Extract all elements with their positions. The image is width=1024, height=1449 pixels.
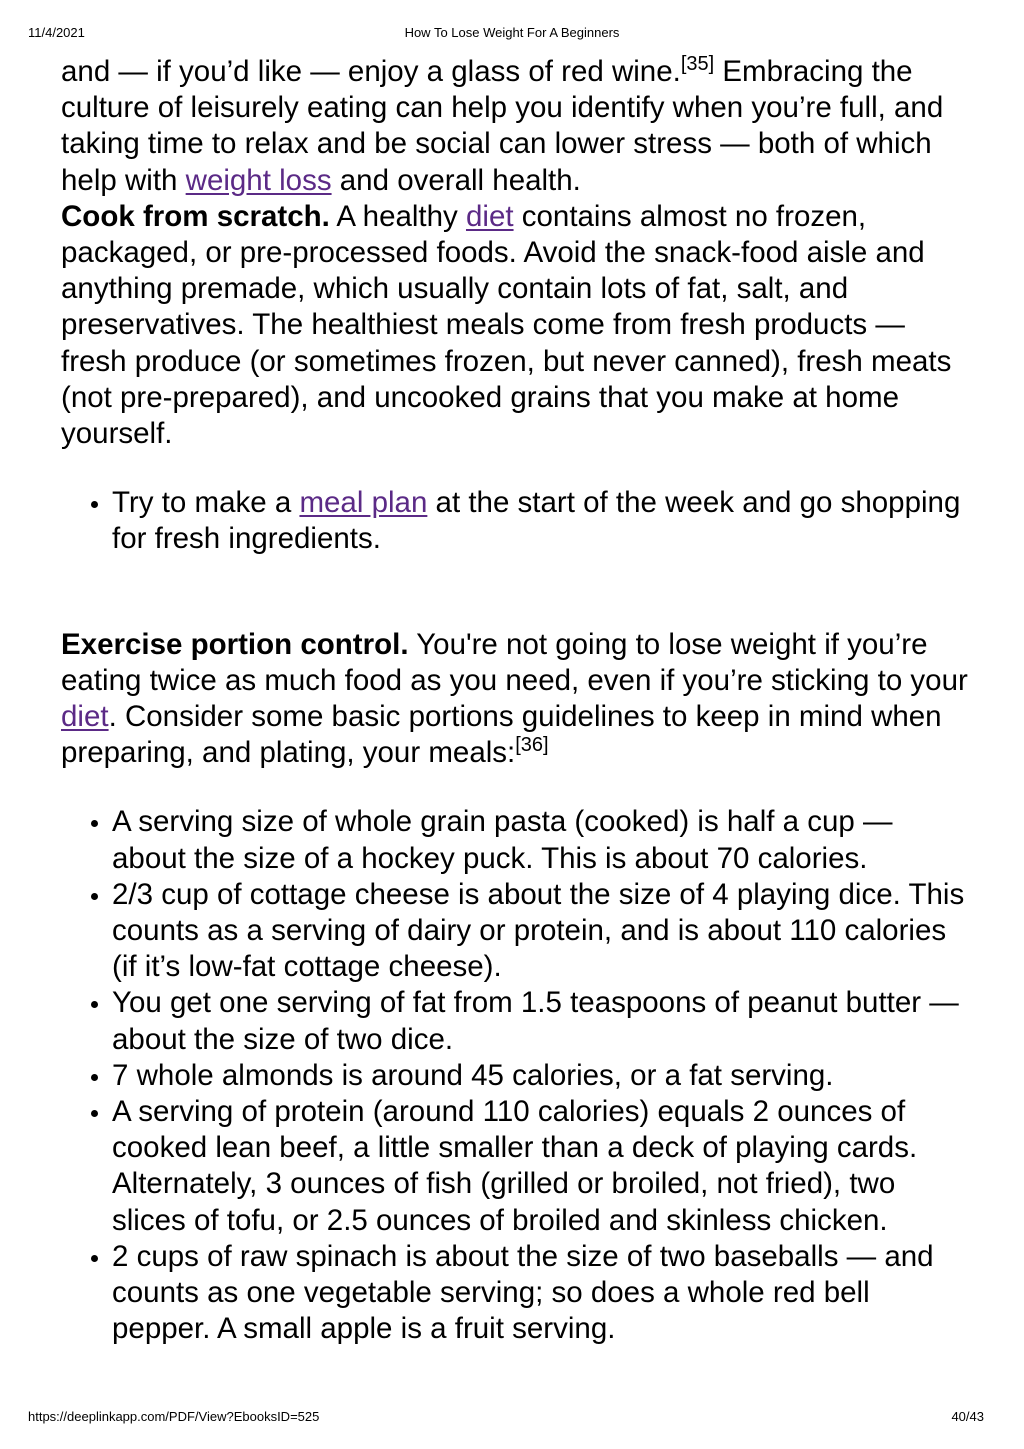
list-item: • 7 whole almonds is around 45 calories, or a fat serving. — [112, 1058, 971, 1094]
meal-plan-list — [61, 485, 971, 557]
print-header — [0, 24, 1024, 42]
heading-portion-control: Exercise portion control. — [61, 627, 409, 661]
source-url: https://deeplinkapp.com/PDF/View?EbooksID=525 — [28, 1409, 320, 1424]
page-number: 40/43 — [951, 1409, 984, 1424]
heading-cook-from-scratch: Cook from scratch. — [61, 199, 330, 233]
list-item: • A serving of protein (around 110 calories) equals 2 ounces of cooked lean beef, a little smaller than a deck of playing cards. Alternately, 3 ounces of fish (grilled or broiled, not fried), two slices of tofu, or 2.5 ounces of broiled and skinless chicken. — [112, 1094, 971, 1239]
paragraph-wine: and — if you’d like — enjoy a glass of red wine.[35] Embracing the culture of leisurely eating can help you identify when you’re full, and taking time to relax and be social can lower stress — both of which help with weight loss and overall health. — [61, 53, 944, 197]
diet-link[interactable]: diet — [465, 199, 514, 233]
diet-link-2[interactable]: diet — [61, 700, 109, 734]
citation-36[interactable]: [36] — [515, 734, 549, 757]
list-item: • A serving size of whole grain pasta (cooked) is half a cup — about the size of a hockey puck. This is about 70 calories. — [112, 804, 971, 876]
list-item: • 2/3 cup of cottage cheese is about the size of 4 playing dice. This counts as a serving of dairy or protein, and is about 110 calories (if it’s low-fat cottage cheese). — [112, 877, 971, 986]
list-item: • Try to make a meal plan at the start of the week and go shopping for fresh ingredients. — [112, 485, 971, 557]
article-body — [61, 54, 971, 1348]
weight-loss-link[interactable]: weight loss — [185, 163, 332, 197]
list-item: • You get one serving of fat from 1.5 teaspoons of peanut butter — about the size of two dice. — [112, 985, 971, 1057]
citation-35[interactable]: [35] — [680, 53, 715, 75]
paragraph-cook-from-scratch: Cook from scratch. A healthy diet contains almost no frozen, packaged, or pre-processed foods. Avoid the snack-food aisle and anything premade, which usually contain lots of fat, salt, and preservatives. The healthiest meals come from fresh products — fresh produce (or sometimes frozen, but never canned), fresh meats (not pre-prepared), and uncooked grains that you make at home yourself. — [61, 199, 952, 451]
meal-plan-link[interactable]: meal plan — [299, 486, 428, 520]
paragraph-portion-control: Exercise portion control. You're not going to lose weight if you’re eating twice as much food as you need, even if you’re sticking to your diet. Consider some basic portions guidelines to keep in mind when preparing, and plating, your meals:[36] — [61, 627, 968, 770]
print-date: 11/4/2021 — [28, 25, 85, 40]
list-item: • 2 cups of raw spinach is about the size of two baseballs — and counts as one vegetable serving; so does a whole red bell pepper. A small apple is a fruit serving. — [112, 1239, 971, 1348]
portion-list — [61, 804, 971, 1347]
print-footer — [0, 1408, 1024, 1426]
print-title: How To Lose Weight For A Beginners — [404, 25, 620, 40]
